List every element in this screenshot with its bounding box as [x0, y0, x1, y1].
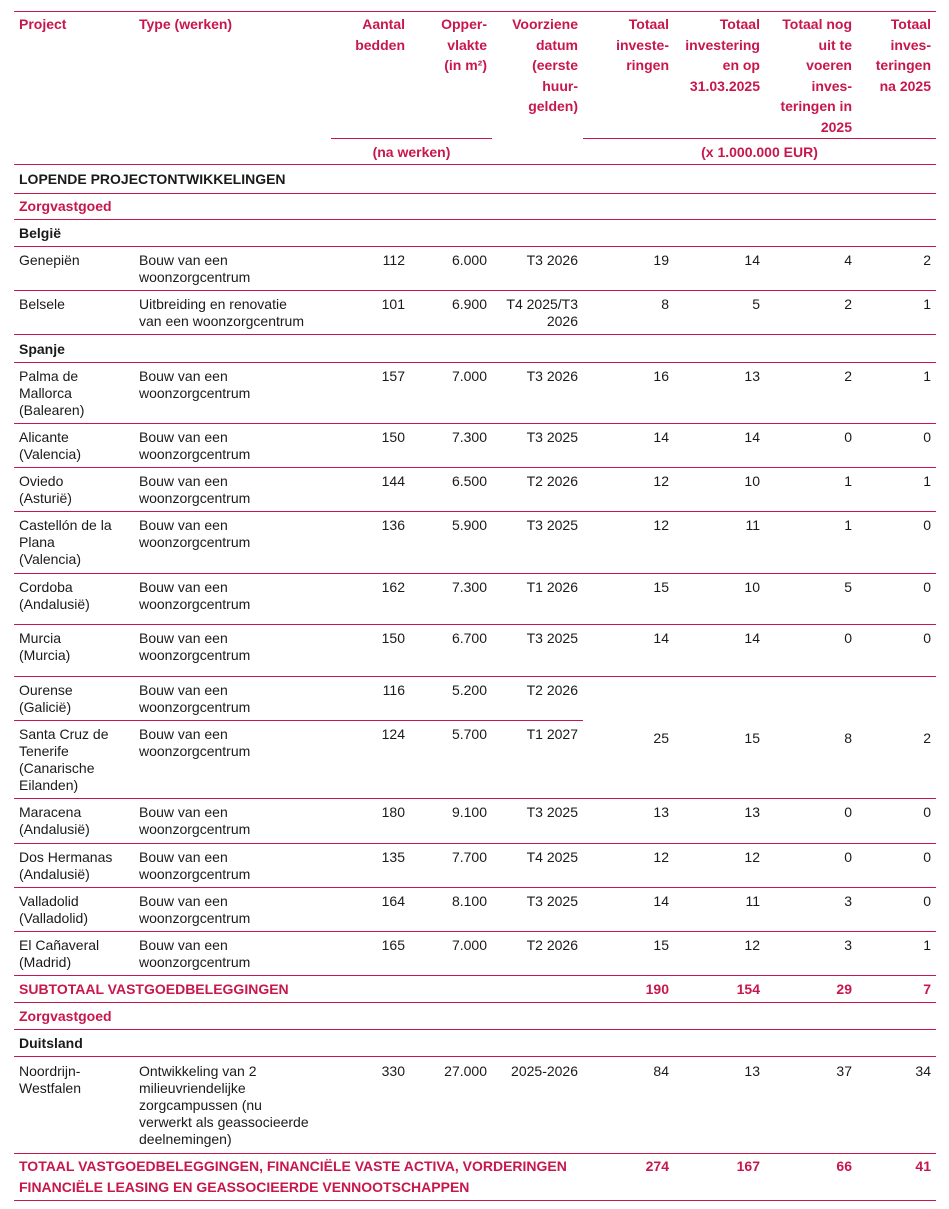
grand-total-label: TOTAAL VASTGOEDBELEGGINGEN, FINANCIËLE VASTE ACTIVA, VORDERINGEN — [19, 1158, 567, 1174]
project-type: woonzorgcentrum — [139, 821, 251, 837]
project-name: Noordrijn- — [19, 1063, 81, 1079]
investment-to-date-value: 13 — [744, 804, 760, 820]
project-type: woonzorgcentrum — [139, 596, 251, 612]
project-name: (Balearen) — [19, 402, 85, 418]
surface-value: 6.900 — [451, 296, 487, 312]
row-rule — [14, 975, 936, 976]
project-type: woonzorgcentrum — [139, 699, 251, 715]
grand-total-total: 274 — [645, 1158, 669, 1174]
surface-value: 5.900 — [451, 517, 487, 533]
total-investment-value: 12 — [653, 849, 669, 865]
subtotal-label: SUBTOTAAL VASTGOEDBELEGGINGEN — [19, 981, 289, 997]
project-type: Bouw van een — [139, 804, 228, 820]
total-investment-value: 13 — [653, 804, 669, 820]
project-name: Alicante — [19, 429, 69, 445]
project-name: Valladolid — [19, 893, 79, 909]
beds-value: 116 — [382, 682, 405, 698]
investment-after-value: 0 — [923, 517, 931, 533]
project-type: van een woonzorgcentrum — [139, 313, 304, 329]
investment-after-value: 2 — [923, 252, 931, 268]
beds-value: 162 — [381, 579, 405, 595]
project-type: woonzorgcentrum — [139, 490, 251, 506]
surface-value: 27.000 — [444, 1063, 487, 1079]
investment-after-value: 0 — [923, 804, 931, 820]
investment-to-date-value: 11 — [745, 517, 760, 533]
date-value: T2 2026 — [526, 473, 578, 489]
investment-remaining-value: 0 — [844, 429, 852, 445]
beds-value: 330 — [381, 1063, 405, 1079]
date-value: T3 2025 — [526, 429, 578, 445]
section-rule — [14, 362, 936, 363]
project-type: woonzorgcentrum — [139, 866, 251, 882]
beds-value: 144 — [381, 473, 405, 489]
date-value: T3 2025 — [526, 804, 578, 820]
project-name: Mallorca — [19, 385, 72, 401]
date-value: T3 2025 — [526, 630, 578, 646]
section-rule — [14, 246, 936, 247]
row-rule-partial — [14, 720, 583, 721]
project-name: Murcia — [19, 630, 62, 646]
row-rule — [14, 334, 936, 335]
header-unit-rule-right — [583, 138, 936, 139]
table-bottom-rule — [14, 1200, 936, 1201]
project-name: Santa Cruz de — [19, 726, 109, 742]
project-type: Bouw van een — [139, 473, 228, 489]
beds-value: 165 — [381, 937, 405, 953]
project-name: Maracena — [19, 804, 82, 820]
surface-value: 6.000 — [451, 252, 487, 268]
project-type: Uitbreiding en renovatie — [139, 296, 287, 312]
row-rule — [14, 467, 936, 468]
project-name: (Galicië) — [19, 699, 72, 715]
investment-to-date-value: 12 — [744, 937, 760, 953]
investment-remaining-value: 4 — [844, 252, 852, 268]
project-type: Ontwikkeling van 2 — [139, 1063, 257, 1079]
surface-value: 7.300 — [451, 429, 487, 445]
surface-value: 6.500 — [451, 473, 487, 489]
investment-to-date-value: 13 — [744, 368, 760, 384]
project-type: milieuvriendelijke — [139, 1080, 246, 1096]
total-investment-value: 14 — [653, 893, 669, 909]
total-investment-value: 12 — [653, 517, 669, 533]
date-value: 2025-2026 — [511, 1063, 578, 1079]
header-unit-rule-left — [331, 138, 492, 139]
section-rule — [14, 1029, 936, 1030]
header-top-rule — [14, 11, 936, 12]
investment-after-value: 0 — [923, 849, 931, 865]
beds-value: 124 — [381, 726, 405, 742]
project-type: Bouw van een — [139, 579, 228, 595]
investment-to-date-value: 10 — [744, 473, 760, 489]
total-investment-value: 8 — [661, 296, 669, 312]
investment-after-value: 34 — [915, 1063, 931, 1079]
project-name: Eilanden) — [19, 777, 79, 793]
total-investment-value: 15 — [653, 579, 669, 595]
header-beds: Aantal bedden — [355, 16, 405, 53]
header-investments-remaining: Totaal nog uit te voeren inves- teringen in 2025 — [780, 16, 852, 135]
header-type: Type (werken) — [139, 16, 233, 32]
row-rule — [14, 511, 936, 512]
project-name: (Andalusië) — [19, 866, 90, 882]
beds-value: 164 — [381, 893, 405, 909]
investment-after-value: 0 — [923, 579, 931, 595]
investment-after-value: 2 — [923, 730, 931, 746]
date-value: T4 2025 — [526, 849, 578, 865]
project-type: Bouw van een — [139, 849, 228, 865]
project-name: Ourense — [19, 682, 73, 698]
date-value: T3 2026 — [526, 252, 578, 268]
project-type: Bouw van een — [139, 368, 228, 384]
project-type: Bouw van een — [139, 429, 228, 445]
header-surface: Opper- vlakte (in m²) — [441, 16, 487, 73]
investment-remaining-value: 37 — [836, 1063, 852, 1079]
investment-after-value: 0 — [923, 893, 931, 909]
row-rule — [14, 676, 936, 677]
investment-after-value: 1 — [923, 473, 931, 489]
project-type: verwerkt als geassocieerde — [139, 1114, 309, 1130]
project-name: Westfalen — [19, 1080, 81, 1096]
investment-remaining-value: 0 — [844, 630, 852, 646]
project-name: Palma de — [19, 368, 79, 384]
project-name: (Valencia) — [19, 446, 81, 462]
header-investments-to-date: Totaal investering en op 31.03.2025 — [685, 16, 760, 94]
surface-value: 6.700 — [451, 630, 487, 646]
project-type: deelnemingen) — [139, 1131, 232, 1147]
grand-total-remaining: 66 — [836, 1158, 852, 1174]
date-value: T3 2025 — [526, 517, 578, 533]
total-investment-value: 15 — [653, 937, 669, 953]
investment-to-date-value: 5 — [752, 296, 760, 312]
investment-to-date-value: 11 — [745, 893, 760, 909]
project-type: Bouw van een — [139, 630, 228, 646]
project-name: (Valladolid) — [19, 910, 88, 926]
investment-to-date-value: 12 — [744, 849, 760, 865]
beds-value: 135 — [381, 849, 405, 865]
investment-remaining-value: 5 — [844, 579, 852, 595]
investment-after-value: 1 — [923, 368, 931, 384]
beds-value: 157 — [381, 368, 405, 384]
section-rule — [14, 1002, 936, 1003]
investment-remaining-value: 3 — [844, 893, 852, 909]
project-type: Bouw van een — [139, 517, 228, 533]
row-rule — [14, 843, 936, 844]
row-rule — [14, 624, 936, 625]
beds-value: 150 — [381, 630, 405, 646]
header-total-investments: Totaal investe- ringen — [616, 16, 669, 73]
investment-after-value: 1 — [923, 296, 931, 312]
project-type: Bouw van een — [139, 252, 228, 268]
total-investment-value: 19 — [653, 252, 669, 268]
subtotal-total: 190 — [645, 981, 669, 997]
total-investment-value: 14 — [653, 429, 669, 445]
date-value: 2026 — [546, 313, 578, 329]
row-rule — [14, 931, 936, 932]
surface-value: 5.200 — [451, 682, 487, 698]
investment-remaining-value: 2 — [844, 296, 852, 312]
investment-remaining-value: 0 — [844, 849, 852, 865]
total-investment-value: 84 — [653, 1063, 669, 1079]
project-type: woonzorgcentrum — [139, 954, 251, 970]
project-type: woonzorgcentrum — [139, 385, 251, 401]
project-name: Plana — [19, 534, 55, 550]
beds-value: 136 — [381, 517, 405, 533]
unit-label-left: (na werken) — [372, 144, 451, 160]
grand-total-to-date: 167 — [736, 1158, 760, 1174]
total-investment-value: 14 — [653, 630, 669, 646]
investment-remaining-value: 1 — [844, 517, 852, 533]
grand-total-after: 41 — [915, 1158, 931, 1174]
project-name: El Cañaveral — [19, 937, 100, 953]
subtotal-after: 7 — [923, 981, 931, 997]
project-type: woonzorgcentrum — [139, 446, 251, 462]
project-name: Tenerife — [19, 743, 69, 759]
investment-remaining-value: 8 — [844, 730, 852, 746]
date-value: T1 2027 — [526, 726, 578, 742]
project-type: woonzorgcentrum — [139, 743, 251, 759]
surface-value: 7.700 — [451, 849, 487, 865]
subtotal-to-date: 154 — [736, 981, 760, 997]
subtotal-remaining: 29 — [836, 981, 852, 997]
beds-value: 150 — [381, 429, 405, 445]
section-rule — [14, 1056, 936, 1057]
project-name: (Madrid) — [19, 954, 72, 970]
surface-value: 9.100 — [451, 804, 487, 820]
investment-after-value: 0 — [923, 429, 931, 445]
project-type: Bouw van een — [139, 726, 228, 742]
investment-after-value: 0 — [923, 630, 931, 646]
project-type: Bouw van een — [139, 937, 228, 953]
row-rule — [14, 423, 936, 424]
project-name: (Andalusië) — [19, 821, 90, 837]
project-name: Oviedo — [19, 473, 64, 489]
beds-value: 101 — [381, 296, 405, 312]
investment-remaining-value: 0 — [844, 804, 852, 820]
row-rule — [14, 798, 936, 799]
row-rule — [14, 887, 936, 888]
surface-value: 7.000 — [451, 937, 487, 953]
section-zorgvastgoed-2: Zorgvastgoed — [19, 1008, 112, 1024]
unit-label-right: (x 1.000.000 EUR) — [701, 144, 818, 160]
grand-total-label: FINANCIËLE LEASING EN GEASSOCIEERDE VENNOOTSCHAPPEN — [19, 1179, 470, 1195]
project-name: (Valencia) — [19, 551, 81, 567]
investment-after-value: 1 — [923, 937, 931, 953]
row-rule — [14, 1153, 936, 1154]
project-type: Bouw van een — [139, 682, 228, 698]
section-duitsland: Duitsland — [19, 1035, 83, 1051]
project-name: (Asturië) — [19, 490, 72, 506]
date-value: T1 2026 — [526, 579, 578, 595]
project-name: Cordoba — [19, 579, 73, 595]
project-name: (Canarische — [19, 760, 95, 776]
date-value: T2 2026 — [526, 682, 578, 698]
section-spanje: Spanje — [19, 341, 65, 357]
project-name: Belsele — [19, 296, 65, 312]
investment-to-date-value: 14 — [744, 630, 760, 646]
header-date: Voorziene datum (eerste huur- gelden) — [512, 16, 578, 114]
date-value: T3 2026 — [526, 368, 578, 384]
investment-to-date-value: 10 — [744, 579, 760, 595]
investment-remaining-value: 3 — [844, 937, 852, 953]
project-type: zorgcampussen (nu — [139, 1097, 262, 1113]
section-rule — [14, 193, 936, 194]
surface-value: 7.300 — [451, 579, 487, 595]
project-name: (Murcia) — [19, 647, 71, 663]
header-project: Project — [19, 16, 67, 32]
beds-value: 180 — [381, 804, 405, 820]
investment-to-date-value: 14 — [744, 252, 760, 268]
project-name: Castellón de la — [19, 517, 112, 533]
project-name: Dos Hermanas — [19, 849, 113, 865]
project-name: Genepiën — [19, 252, 80, 268]
header-investments-after: Totaal inves- teringen na 2025 — [875, 16, 931, 94]
investment-to-date-value: 14 — [744, 429, 760, 445]
total-investment-value: 16 — [653, 368, 669, 384]
investment-remaining-value: 1 — [844, 473, 852, 489]
beds-value: 112 — [382, 252, 405, 268]
project-name: (Andalusië) — [19, 596, 90, 612]
row-rule — [14, 573, 936, 574]
project-type: woonzorgcentrum — [139, 910, 251, 926]
project-type: woonzorgcentrum — [139, 534, 251, 550]
section-belgie: België — [19, 225, 62, 241]
surface-value: 8.100 — [451, 893, 487, 909]
project-type: Bouw van een — [139, 893, 228, 909]
total-investment-value: 25 — [653, 730, 669, 746]
section-zorgvastgoed: Zorgvastgoed — [19, 198, 112, 214]
investment-to-date-value: 13 — [744, 1063, 760, 1079]
section-rule — [14, 164, 936, 165]
investment-remaining-value: 2 — [844, 368, 852, 384]
date-value: T2 2026 — [526, 937, 578, 953]
surface-value: 7.000 — [451, 368, 487, 384]
section-lopende: LOPENDE PROJECTONTWIKKELINGEN — [19, 171, 286, 187]
investment-to-date-value: 15 — [744, 730, 760, 746]
row-rule — [14, 290, 936, 291]
date-value: T4 2025/T3 — [506, 296, 578, 312]
surface-value: 5.700 — [451, 726, 487, 742]
project-type: woonzorgcentrum — [139, 269, 251, 285]
date-value: T3 2025 — [526, 893, 578, 909]
total-investment-value: 12 — [653, 473, 669, 489]
project-type: woonzorgcentrum — [139, 647, 251, 663]
section-rule — [14, 219, 936, 220]
